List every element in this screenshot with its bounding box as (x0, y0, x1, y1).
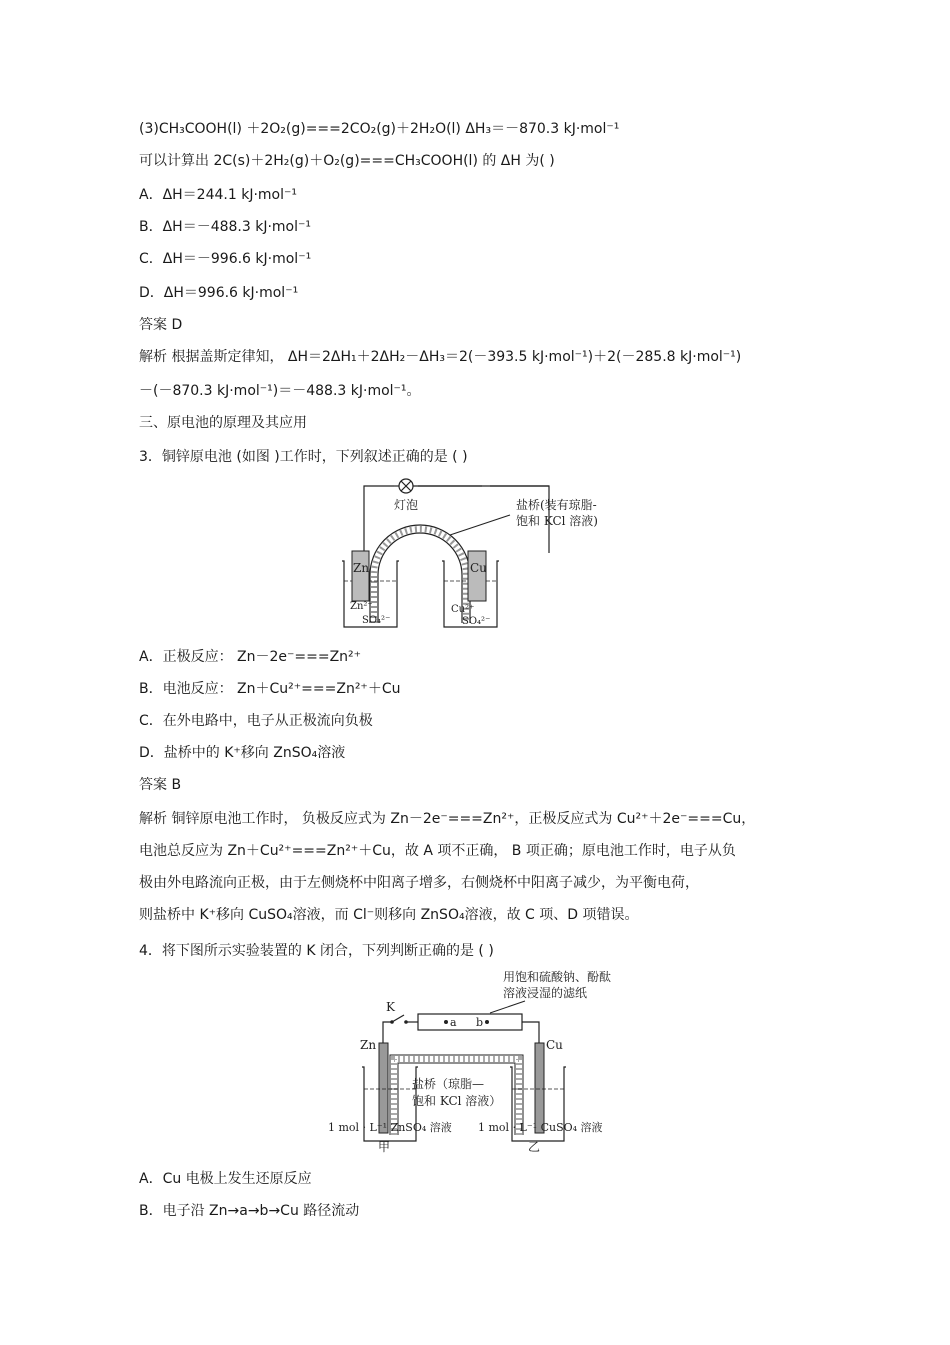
bulb-label: 灯泡 (394, 498, 419, 512)
right-solution-label: 1 mol · L⁻¹ CuSO₄ 溶液 (478, 1121, 603, 1134)
section-heading: 三、原电池的原理及其应用 (139, 415, 307, 431)
salt-bridge-label-2: 饱和 KCl 溶液) (516, 514, 598, 528)
salt-bridge-label-1: 盐桥(装有琼脂- (516, 498, 597, 512)
q3-analysis-line-2: 电池总反应为 Zn＋Cu²⁺===Zn²⁺＋Cu，故 A 项不正确， B 项正确；原电池工作时，电子从负 (139, 843, 736, 859)
option-c: C．ΔH＝－996.6 kJ·mol⁻¹ (139, 251, 312, 267)
bulb-icon (399, 479, 413, 493)
option-d: D．ΔH＝996.6 kJ·mol⁻¹ (139, 285, 299, 301)
analysis-line-2: －(－870.3 kJ·mol⁻¹)＝－488.3 kJ·mol⁻¹。 (139, 383, 421, 399)
option-a: A．ΔH＝244.1 kJ·mol⁻¹ (139, 187, 297, 203)
q3-analysis-line-3: 极由外电路流向正极，由于左侧烧杯中阳离子增多，右侧烧杯中阳离子减少，为平衡电荷， (139, 875, 699, 891)
q3-option-d: D．盐桥中的 K⁺移向 ZnSO₄溶液 (139, 745, 346, 761)
bridge-label-2: 饱和 KCl 溶液） (412, 1094, 502, 1108)
q3-answer-label: 答案 B (139, 777, 182, 793)
point-a-label: a (450, 1016, 457, 1029)
switch-label: K (386, 1000, 395, 1014)
filter-paper-label-1: 用饱和硫酸钠、酚酞 (503, 970, 612, 984)
question-4-stem: 4．将下图所示实验装置的 K 闭合，下列判断正确的是 ( ) (139, 943, 494, 959)
q4-option-b: B．电子沿 Zn→a→b→Cu 路径流动 (139, 1203, 360, 1219)
q3-analysis-line-4: 则盐桥中 K⁺移向 CuSO₄溶液，而 Cl⁻则移向 ZnSO₄溶液，故 C 项、D 项错误。 (139, 907, 639, 923)
question-calc: 可以计算出 2C(s)＋2H₂(g)＋O₂(g)===CH₃COOH(l) 的 ΔH 为( ) (139, 153, 555, 169)
zn-electrode-label-2: Zn (360, 1038, 377, 1052)
point-b-label: b (476, 1016, 484, 1029)
left-solution-label: 1 mol · L⁻¹ ZnSO₄ 溶液 (328, 1121, 452, 1134)
filter-paper-label-2: 溶液浸湿的滤纸 (503, 986, 588, 1000)
q3-option-b: B．电池反应： Zn＋Cu²⁺===Zn²⁺＋Cu (139, 681, 401, 697)
zn-electrode-label: Zn (353, 561, 370, 575)
galvanic-cell-figure (330, 475, 630, 635)
so4-right-label: SO₄²⁻ (462, 616, 491, 627)
right-beaker-name: 乙 (528, 1140, 541, 1154)
switch-icon (390, 1015, 408, 1024)
q4-option-a: A．Cu 电极上发生还原反应 (139, 1171, 312, 1187)
cu-electrode-label-2: Cu (546, 1038, 563, 1052)
cu-ion-label: Cu²⁺ (451, 604, 475, 615)
electrolysis-figure (320, 965, 630, 1160)
option-b: B．ΔH＝－488.3 kJ·mol⁻¹ (139, 219, 312, 235)
analysis-line-1: 解析 根据盖斯定律知， ΔH＝2ΔH₁＋2ΔH₂－ΔH₃＝2(－393.5 kJ·mol⁻¹)＋2(－285.8 kJ·mol⁻¹) (139, 349, 742, 365)
bridge-label-1: 盐桥（琼脂— (412, 1077, 485, 1091)
q3-option-a: A．正极反应： Zn－2e⁻===Zn²⁺ (139, 649, 362, 665)
equation-3: (3)CH₃COOH(l) ＋2O₂(g)===2CO₂(g)＋2H₂O(l) ΔH₃＝－870.3 kJ·mol⁻¹ (139, 121, 620, 137)
cu-electrode-label: Cu (470, 561, 487, 575)
question-3-stem: 3．铜锌原电池 (如图 )工作时，下列叙述正确的是 ( ) (139, 449, 468, 465)
answer-label: 答案 D (139, 317, 183, 333)
left-beaker-name: 甲 (378, 1140, 391, 1154)
zn-ion-label: Zn²⁺ (350, 601, 373, 612)
q3-option-c: C．在外电路中，电子从正极流向负极 (139, 713, 373, 729)
q3-analysis-line-1: 解析 铜锌原电池工作时， 负极反应式为 Zn－2e⁻===Zn²⁺，正极反应式为 Cu²⁺＋2e⁻===Cu， (139, 811, 756, 827)
so4-left-label: SO₄²⁻ (362, 615, 391, 626)
